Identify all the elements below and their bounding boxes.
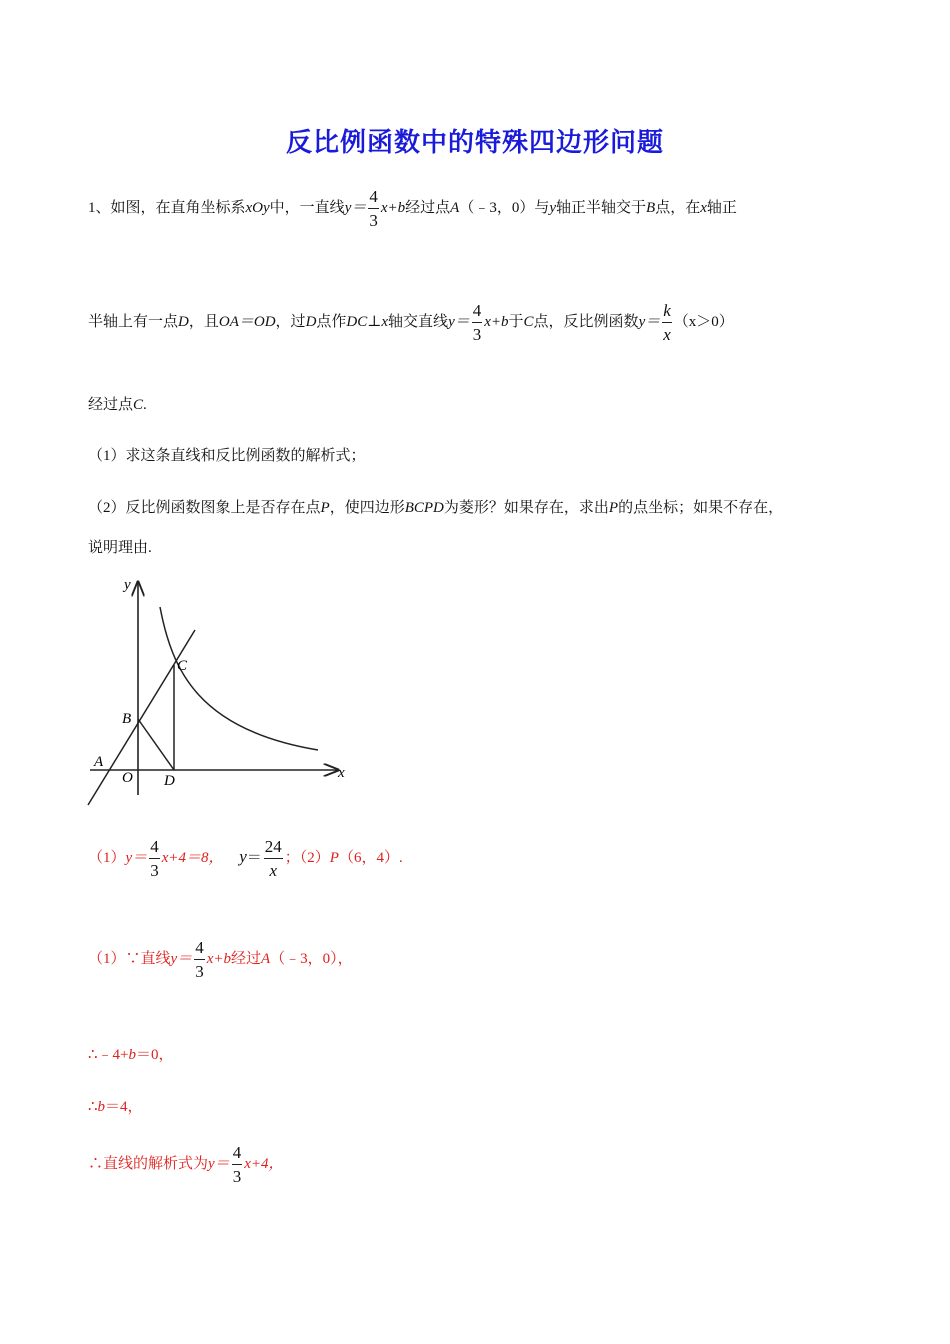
solution-line-3: ∴b＝4， [88,1099,143,1115]
fraction-4-3: $\frac{4}{3}$ [232,1143,242,1186]
solution-line-1: （1）∵直线y＝ $\frac{4}{3}$ x+b经过A（﹣3，0）， [88,938,353,981]
label-c: C [177,658,188,674]
hyperbola-curve [160,607,318,750]
fraction-24-x: $\frac{24}{x}$ [264,837,282,880]
label-d: D [164,773,175,789]
solution-line-2: ∴﹣4+b＝0， [88,1047,174,1063]
solution-line-4: ∴直线的解析式为y＝ $\frac{4}{3}$ x+4， [88,1143,284,1186]
page-title: 反比例函数中的特殊四边形问题 [285,128,664,158]
problem-line-3: 经过点C. [88,397,147,413]
coordinate-figure [80,570,360,815]
answer-hyperbola: y＝ $\frac{24}{x}$ [239,837,282,880]
fraction-4-3: $\frac{4}{3}$ [369,187,378,230]
question-1: （1）求这条直线和反比例函数的解析式； [88,448,366,464]
segment-bd [138,719,174,770]
fraction-4-3: $\frac{4}{3}$ [195,938,204,981]
line-ab [88,630,195,805]
label-o: O [122,770,133,786]
label-y: y [124,577,131,593]
label-a: A [94,754,104,770]
label-b: B [122,711,132,727]
label-x: x [338,765,345,781]
problem-line-1: 1、如图，在直角坐标系xOy中，一直线y＝ $\frac{4}{3}$ x+b经过点A（﹣3，0）与y轴正半轴交于B点，在x轴正 [88,187,737,230]
answer-line: （1）y＝ $\frac{4}{3}$ x+4＝8， y＝ $\frac{24}{x}$ ；（2）P（6，4）. [88,837,403,880]
problem-line-2: 半轴上有一点D，且OA＝OD，过D点作DC⊥x轴交直线y＝ $\frac{4}{3}$ x+b于C点，反比例函数y＝ $\frac{k}{x}$ （x＞0） [88,301,734,344]
question-2: （2）反比例函数图象上是否存在点P，使四边形BCPD为菱形？如果存在，求出P的点坐标；如果不存在， [88,500,784,516]
question-2-cont: 说明理由. [88,540,152,556]
fraction-4-3: $\frac{4}{3}$ [472,301,482,344]
fraction-k-x: $\frac{k}{x}$ [663,301,671,344]
fraction-4-3: $\frac{4}{3}$ [150,837,159,880]
